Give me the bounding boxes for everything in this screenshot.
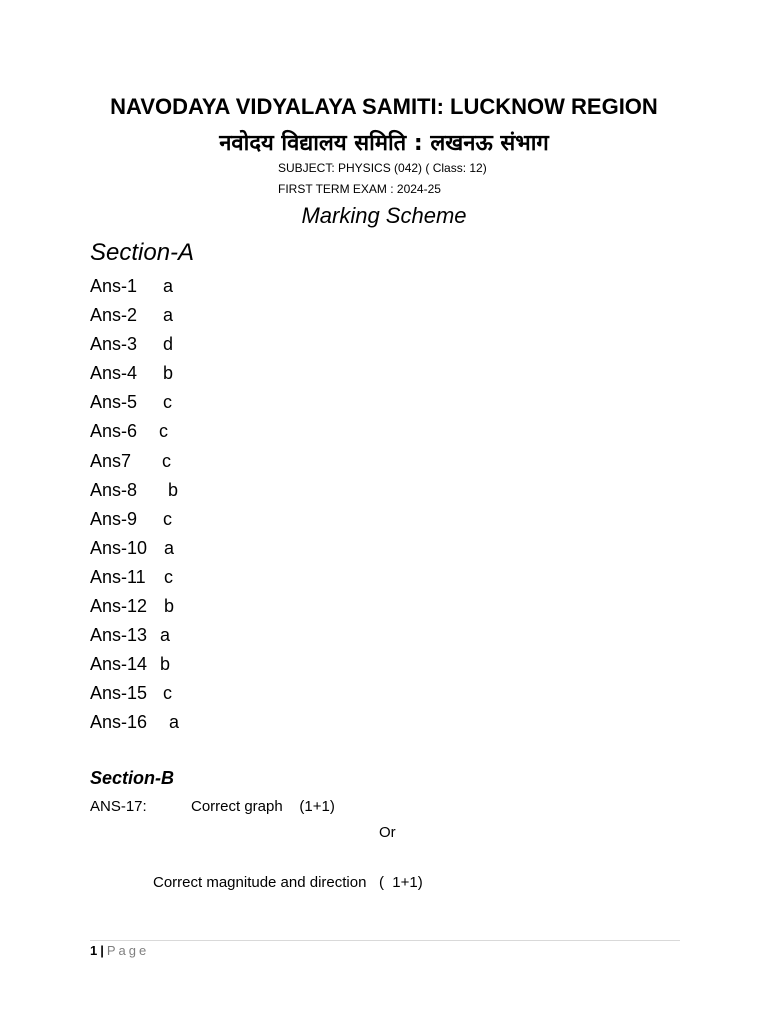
- answer-value: d: [163, 334, 174, 354]
- ans17-label: ANS-17:: [90, 798, 147, 815]
- answer-label: Ans-11: [90, 567, 146, 587]
- answer-label: Ans-9: [90, 509, 138, 529]
- answer-label: Ans-2: [90, 305, 138, 325]
- section-a-heading: Section-A: [90, 239, 195, 266]
- ans17-alternative-text: Correct magnitude and direction ( 1+1): [153, 874, 423, 891]
- ans17-text: Correct graph (1+1): [191, 798, 335, 815]
- or-text: Or: [379, 824, 396, 841]
- answer-value: c: [163, 392, 172, 412]
- answer-value: b: [163, 363, 174, 383]
- answer-value: a: [163, 276, 174, 296]
- answer-value: c: [159, 421, 168, 441]
- answer-label: Ans-4: [90, 363, 138, 383]
- page-word: Page: [106, 943, 150, 958]
- answer-label: Ans-10: [90, 538, 148, 558]
- answer-value: c: [164, 567, 173, 587]
- answer-label: Ans-5: [90, 392, 138, 412]
- answer-label: Ans-12: [90, 596, 148, 616]
- answer-label: Ans-8: [90, 480, 138, 500]
- answer-value: a: [169, 712, 180, 732]
- answer-label: Ans-6: [90, 421, 138, 441]
- answer-label: Ans-13: [90, 625, 148, 645]
- answer-value: c: [162, 451, 171, 471]
- answer-value: b: [164, 596, 175, 616]
- answer-value: b: [168, 480, 179, 500]
- page-number: 1: [90, 943, 98, 958]
- subject-line: SUBJECT: PHYSICS (042) ( Class: 12): [278, 161, 487, 175]
- answer-label: Ans-3: [90, 334, 138, 354]
- answer-label: Ans-14: [90, 654, 148, 674]
- answer-label: Ans-15: [90, 683, 148, 703]
- document-title: NAVODAYA VIDYALAYA SAMITI: LUCKNOW REGION: [110, 94, 658, 119]
- marking-scheme-heading: Marking Scheme: [301, 203, 467, 228]
- document-title-hindi: नवोदय विद्यालय समिति : लखनऊ संभाग: [219, 131, 549, 156]
- answer-value: b: [160, 654, 171, 674]
- answer-label: Ans-1: [90, 276, 138, 296]
- exam-line: FIRST TERM EXAM : 2024-25: [278, 182, 441, 196]
- footer-divider: [90, 940, 680, 941]
- answer-value: a: [160, 625, 171, 645]
- page-footer: [90, 943, 149, 958]
- answer-value: a: [164, 538, 175, 558]
- answer-label: Ans-16: [90, 712, 148, 732]
- answer-value: a: [163, 305, 174, 325]
- footer-separator: |: [100, 943, 104, 958]
- answer-label: Ans7: [90, 451, 132, 471]
- answer-value: c: [163, 683, 172, 703]
- answer-value: c: [163, 509, 172, 529]
- section-b-heading: Section-B: [90, 768, 175, 788]
